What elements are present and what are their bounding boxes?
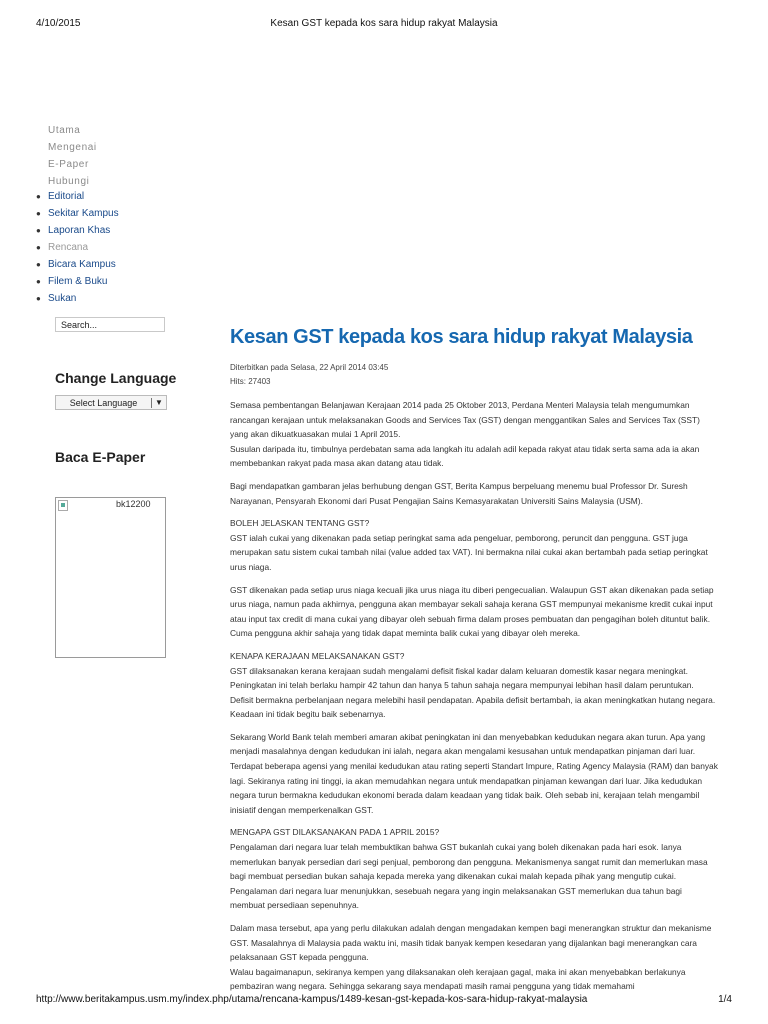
print-date: 4/10/2015 (36, 18, 81, 29)
category-link-filem-buku[interactable]: Filem & Buku (48, 276, 108, 287)
nav-e-paper[interactable]: E-Paper (48, 159, 89, 170)
top-navigation (48, 122, 97, 190)
article-title: Kesan GST kepada kos sara hidup rakyat Malaysia (230, 326, 693, 348)
article-body (230, 398, 718, 994)
epaper-image-alt: bk12200 (116, 499, 151, 509)
category-link-sekitar-kampus[interactable]: Sekitar Kampus (48, 208, 119, 219)
print-page-number: 1/4 (718, 994, 732, 1005)
article-paragraph: Bagi mendapatkan gambaran jelas berhubung dengan GST, Berita Kampus berpeluang menemu bual Professor Dr. Suresh Narayanan, Pensyarah Ekonomi dari Pusat Pengajian Sains Kemasyarakatan Universiti Sains Malaysia (USM). (230, 480, 688, 506)
bullet-icon: ● (36, 260, 41, 269)
article-paragraph: GST dikenakan pada setiap urus niaga kecuali jika urus niaga itu diberi pengecualian. Walaupun GST akan dikenakan pada setiap urus niaga, namun pada akhirnya, pengguna akan membayar sekali sahaja kerana GST mempunyai mekanisme kredit cukai input atau input tax credit di mana cukai yang dibayar oleh sebuah firma dalam proses pembuatan dan pengagihan boleh dituntut balik. Cuma pengguna akhir sahaja yang tidak dapat meminta balik cukai yang dibayar oleh mereka. (230, 584, 714, 639)
category-item-sukan (36, 290, 119, 307)
article-paragraph: GST dilaksanakan kerana kerajaan sudah mengalami defisit fiskal kadar dalam keluaran domestik kasar negara meningkat. Peningkatan ini telah berlaku hampir 42 tahun dan hanya 5 tahun sahaja negara mempunyai lebihan hasil dalam peruntukan. Defisit bermakna perbelanjaan negara melebihi hasil pendapatan. Apabila defisit bertambah, ia akan meningkatkan hutang negara. Keadaan ini tidak begitu baik sebenarnya. (230, 665, 716, 720)
category-item-bicara-kampus (36, 256, 119, 273)
print-url[interactable]: http://www.beritakampus.usm.my/index.php/utama/rencana-kampus/1489-kesan-gst-kepada-kos-sara-hidup-rakyat-malaysia (36, 994, 588, 1005)
bullet-icon: ● (36, 209, 41, 218)
category-item-rencana (36, 239, 119, 256)
category-link-bicara-kampus[interactable]: Bicara Kampus (48, 259, 116, 270)
section-heading: KENAPA KERAJAAN MELAKSANAKAN GST? (230, 650, 405, 661)
language-select[interactable] (55, 395, 167, 410)
bullet-icon: ● (36, 243, 41, 252)
category-link-laporan-khas[interactable]: Laporan Khas (48, 225, 111, 236)
article-paragraph: Sekarang World Bank telah memberi amaran akibat peningkatan ini dan menyebabkan kedudukan negara akan turun. Apa yang menjadi masalahnya dengan kedudukan ini ialah, negara akan mengalami kesusahan untuk mendapatkan pinjaman dari luar. Terdapat beberapa agensi yang menilai kedudukan atau rating seperti Standart Impure, Rating Agency Malaysia (RAM) dan banyak lagi. Sekiranya rating ini tinggi, ia akan memudahkan negara untuk mendapatkan pinjaman kewangan dari luar. Jika kedudukan negara turun bermakna kedudukan ekonomi berada dalam keadaan yang tidak baik. Oleh sebab ini, kerajaan telah mengambil inisiatif dengan memperkenalkan GST. (230, 731, 718, 815)
nav-hubungi[interactable]: Hubungi (48, 176, 90, 187)
language-select-label: Select Language (69, 397, 138, 408)
bullet-icon: ● (36, 294, 41, 303)
category-item-editorial (36, 188, 119, 205)
nav-mengenai[interactable]: Mengenai (48, 142, 97, 153)
section-heading: MENGAPA GST DILAKSANAKAN PADA 1 APRIL 2015? (230, 827, 440, 838)
category-link-sukan[interactable]: Sukan (48, 293, 77, 304)
change-language-title: Change Language (55, 370, 177, 386)
chevron-down-icon: ▼ (155, 398, 163, 407)
baca-e-paper-title: Baca E-Paper (55, 449, 146, 465)
section-heading: BOLEH JELASKAN TENTANG GST? (230, 518, 370, 529)
category-item-laporan-khas (36, 222, 119, 239)
category-navigation (36, 188, 119, 307)
broken-image-icon (58, 500, 68, 511)
print-header (0, 18, 768, 32)
article-paragraph: Walau bagaimanapun, sekiranya kempen yang dilaksanakan oleh kerajaan gagal, maka ini akan menyebabkan berlakunya pembaziran wang negara. Sehingga sekarang saya mendapati masih ramai pengguna yang tidak memahami (230, 966, 686, 992)
article-paragraph: Dalam masa tersebut, apa yang perlu dilakukan adalah dengan mengadakan kempen bagi menerangkan struktur dan mekanisme GST. Masalahnya di Malaysia pada waktu ini, masih tidak banyak kempen kesedaran yang dijalankan bagi menerangkan cara pelaksanaan GST kepada pengguna. (230, 923, 712, 963)
bullet-icon: ● (36, 192, 41, 201)
print-title: Kesan GST kepada kos sara hidup rakyat Malaysia (270, 18, 498, 29)
bullet-icon: ● (36, 226, 41, 235)
article-paragraph: Susulan daripada itu, timbulnya perdebatan sama ada langkah itu adalah adil kepada rakyat atau tidak serta sama ada ia akan membebankan rakyat pada masa akan datang atau tidak. (230, 443, 700, 469)
category-link-rencana[interactable]: Rencana (48, 242, 89, 253)
article-paragraph: Semasa pembentangan Belanjawan Kerajaan 2014 pada 25 Oktober 2013, Perdana Menteri Malaysia telah mengumumkan rancangan kerajaan untuk melaksanakan Goods and Services Tax (GST) dengan menggantikan Sales and Services Tax (SST) yang akan dikuatkuasakan mulai 1 April 2015. (230, 400, 700, 440)
bullet-icon: ● (36, 277, 41, 286)
print-footer (0, 994, 768, 1008)
epaper-image[interactable] (55, 497, 166, 658)
article-paragraph: GST ialah cukai yang dikenakan pada setiap peringkat sama ada pengeluar, pemborong, peruncit dan pengguna. GST juga merupakan satu sistem cukai tambah nilai (value added tax VAT). Ini bermakna nilai cukai akan bertambah pada setiap peringkat urus niaga. (230, 532, 708, 572)
category-item-filem-buku (36, 273, 119, 290)
search-input[interactable]: Search... (55, 317, 165, 332)
category-link-editorial[interactable]: Editorial (48, 191, 85, 202)
article-published: Diterbitkan pada Selasa, 22 April 2014 03:45 (230, 363, 389, 372)
article-paragraph: Pengalaman dari negara luar telah membuktikan bahwa GST bukanlah cukai yang boleh dikenakan pada hari esok. Ianya memerlukan banyak persedian dari segi penjual, pemborong dan pengguna. Mekanismenya sangat rumit dan memerlukan masa bagi membuat persedian bukan sahaja kepada mereka yang dikenakan cukai malah kepada pihak yang mengutip cukai. Pengalaman dari negara luar menunjukkan, sesebuah negara yang ingin melaksanakan GST memerlukan dua tahun bagi membuat persediaan sepenuhnya. (230, 842, 708, 911)
article-hits: Hits: 27403 (230, 377, 271, 386)
nav-utama[interactable]: Utama (48, 125, 81, 136)
category-item-sekitar-kampus (36, 205, 119, 222)
